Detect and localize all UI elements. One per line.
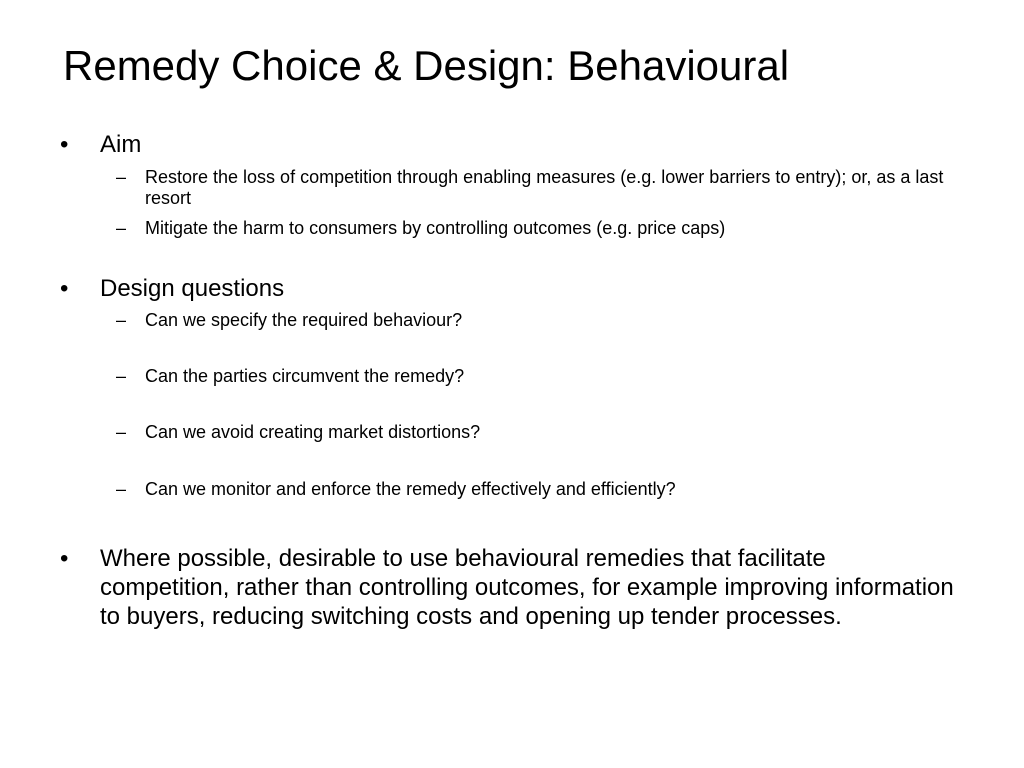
bullet-text: Where possible, desirable to use behavioural remedies that facilitate competition, rather than controlling outcomes, for example improving information to buyers, reducing switching costs and opening up tender processes. bbox=[100, 545, 954, 630]
dash-marker: – bbox=[116, 310, 127, 330]
slide-title: Remedy Choice & Design: Behavioural bbox=[63, 42, 790, 89]
sub-bullet-text: Can we monitor and enforce the remedy effectively and efficiently? bbox=[145, 479, 676, 499]
sub-bullet-text: Mitigate the harm to consumers by controlling outcomes (e.g. price caps) bbox=[145, 218, 726, 238]
bullet-marker: • bbox=[60, 545, 69, 572]
bullet-marker: • bbox=[60, 275, 69, 302]
sub-bullet-text: Restore the loss of competition through enabling measures (e.g. lower barriers to entry); or, as a last resort bbox=[145, 167, 944, 208]
bullet-text: Design questions bbox=[100, 275, 285, 302]
dash-marker: – bbox=[116, 167, 127, 187]
dash-marker: – bbox=[116, 422, 127, 442]
bullet-marker: • bbox=[60, 131, 69, 158]
dash-marker: – bbox=[116, 366, 127, 386]
dash-marker: – bbox=[116, 218, 127, 238]
bullet-text: Aim bbox=[100, 131, 142, 158]
sub-bullet-text: Can we specify the required behaviour? bbox=[145, 310, 463, 330]
dash-marker: – bbox=[116, 479, 127, 499]
sub-bullet-text: Can the parties circumvent the remedy? bbox=[145, 366, 465, 386]
sub-bullet-text: Can we avoid creating market distortions? bbox=[145, 422, 481, 442]
